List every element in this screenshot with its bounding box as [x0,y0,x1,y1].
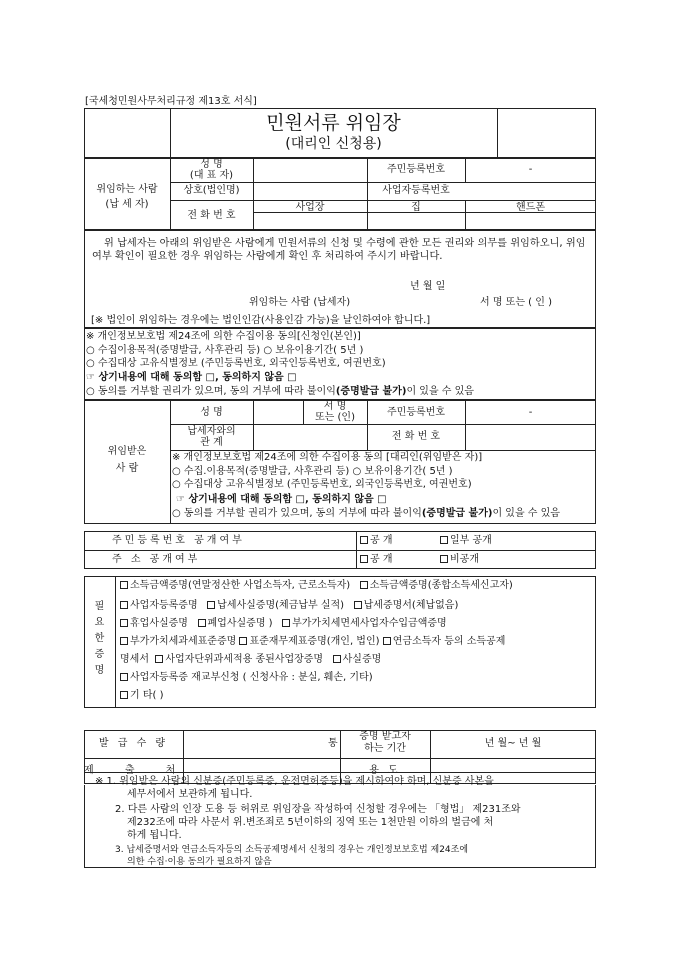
checkbox[interactable] [120,673,128,681]
date-line: 년 월 일 [410,281,446,292]
relation-label-sub: 관 계 [200,437,223,448]
addr-opt-private[interactable] [440,554,479,566]
certs-side-3: 한 [94,633,105,644]
usage-label-text: 용 도 [369,765,401,776]
checkbox[interactable] [155,655,163,663]
delegate-name-label: 성 명 [200,407,223,418]
consent-line1: ○ 수집이용목적(증명발급, 사후관리 등) ○ 보유이용기간( 5년 ) [86,345,364,356]
submit-label-text: 제 출 처 [84,765,190,776]
delegate-refuse-pre: ○ 동의를 거부할 권리가 있으며, 동의 거부에 따라 불이익 [172,508,422,519]
opt-text: 일부 공개 [450,535,492,546]
cert-item: 부가가치세과세표준증명 [130,636,237,647]
certs-side-2: 요 [94,617,105,628]
delegator-label-sub: (납 세 자) [105,199,149,210]
page-subtitle: (대리인 신청용) [285,136,382,152]
consent-agree[interactable]: ☞ 상기내용에 대해 동의함 □, 동의하지 않음 □ [86,372,297,383]
addr-disclosure-text: 주 소 공개여부 [112,554,201,565]
cert-row3 [120,618,447,630]
cert-item: 소득금액증명(종합소득세신고자) [369,580,513,591]
qty-label [84,738,183,750]
note-2c: 하게 됩니다. [127,830,182,841]
delegation-text: 위 납세자는 아래의 위임받은 사람에게 민원서류의 신청 및 수령에 관한 모든 권리와 의무를 위임하오니, 위임 여부 확인이 필요한 경우 위임하는 사람에게 확인 후 처리하여 주시기 바랍니다. [92,238,586,262]
addr-disclosure-label [112,554,200,566]
delegate-sign-label-sub: 또는 (인) [315,412,355,423]
consent-line2: ○ 수집대상 고유식별정보 (주민등록번호, 외국인등록번호, 여권번호) [86,358,386,369]
note-3b: 의한 수집·이용 동의가 필요하지 않음 [127,857,272,867]
checkbox[interactable] [383,637,391,645]
checkbox[interactable] [198,619,206,627]
sign-person-label: 위임하는 사람 (납세자) [249,297,351,308]
cert-row4 [120,636,505,648]
cert-item: 연금소득자 등의 소득공제 [392,636,506,647]
cert-item: 사업자등록증명 [130,600,198,611]
page-title: 민원서류 위임장 [266,112,401,134]
rrn-value[interactable]: - [528,164,533,175]
company-label: 상호(법인명) [183,185,240,196]
cert-item: 납세사실증명(체금납부 실적) [217,600,345,611]
note-2a: 2. 다른 사람의 인장 도용 등 허위로 위임장을 작성하여 신청할 경우에는 「형법」 제231조와 [115,804,521,815]
period-value[interactable]: 년 월~ 년 월 [484,738,542,749]
checkbox[interactable] [282,619,290,627]
cert-item: 사실증명 [342,654,382,665]
consent-refuse-bold: (증명발급 불가) [335,386,407,397]
delegate-consent-line2: ○ 수집대상 고유식별정보 (주민등록번호, 외국인등록번호, 여권번호) [172,479,472,490]
corp-note: [※ 법인이 위임하는 경우에는 법인인감(사용인감 가능)을 날인하여야 합니다.] [91,315,431,326]
checkbox[interactable] [120,637,128,645]
cert-row1 [120,580,513,592]
cert-row7 [120,690,163,702]
relation-label: 납세자와의 [187,426,236,437]
opt-text: 공 개 [370,554,393,565]
rep-label: (대 표 자) [189,170,234,181]
phone-col-work: 사업장 [295,202,325,213]
delegate-consent-line1: ○ 수집.이용목적(증명발급, 사후관리 등) ○ 보유이용기간( 5년 ) [172,466,453,477]
checkbox[interactable] [120,581,128,589]
checkbox[interactable] [360,555,368,563]
cert-item: 소득금액증명(연말정산한 사업소득자, 근로소득자) [130,580,351,591]
delegate-label-sub: 사 람 [115,463,139,474]
cert-row2 [120,600,458,612]
certs-side-5: 명 [94,665,105,676]
form-code: [국세청민원사무처리규정 제13호 서식] [85,96,257,107]
certs-side-1: 필 [94,601,105,612]
checkbox[interactable] [120,691,128,699]
cert-item: 기 타( ) [130,690,164,701]
note-3a: 3. 납세증명서와 연금소득자등의 소득공제명세서 신청의 경우는 개인정보보호법 제24조에 [115,845,469,855]
consent-refuse-pre: ○ 동의를 거부할 권리가 있으며, 동의 거부에 따라 불이익 [86,386,336,397]
phone-col-mobile: 핸드폰 [516,202,545,213]
rrn-opt-public[interactable] [360,535,393,547]
delegate-label: 위임받은 [107,446,147,457]
delegate-refuse-bold: (증명발급 불가) [421,508,493,519]
cert-item: 납세증명서(체납없음) [363,600,459,611]
addr-opt-public[interactable] [360,554,393,566]
cert-item: 사업자단위과세적용 종된사업장증명 [165,654,324,665]
consent-refuse-post: 이 있을 수 있음 [406,386,474,397]
checkbox[interactable] [207,601,215,609]
checkbox[interactable] [239,637,247,645]
name-label: 성 명 [200,159,223,170]
rrn-opt-partial[interactable] [440,535,492,547]
period-label: 증명 받고자 [359,731,411,742]
checkbox[interactable] [120,601,128,609]
certs-side-4: 증 [94,649,105,660]
delegate-refuse-post: 이 있을 수 있음 [492,508,560,519]
delegate-consent-refuse [172,508,560,520]
checkbox[interactable] [440,536,448,544]
delegate-sign-label: 서 명 [323,401,347,412]
delegate-rrn-label: 주민등록번호 [387,407,445,418]
cert-item: 부가가치세면세사업자수입금액증명 [292,618,447,629]
opt-text: 비공개 [450,554,479,565]
phone-label: 전 화 번 호 [187,210,236,221]
note-1a: ※ 1. 위임받은 사람의 신분증(주민등록증, 운전면허증등)을 제시하여야 하며, 신분증 사본을 [95,776,494,787]
qty-unit: 통 [328,738,338,749]
checkbox[interactable] [360,581,368,589]
opt-text: 공 개 [370,535,393,546]
qty-label-text: 발 급 수 량 [98,738,169,749]
cert-item: 폐업사실증명 ) [207,618,273,629]
cert-item: 표준재무제표증명(개인, 법인) [249,636,380,647]
period-label-sub: 하는 기간 [364,743,406,754]
checkbox[interactable] [120,619,128,627]
bizno-label: 사업자등록번호 [382,185,450,196]
consent-heading: ※ 개인정보보호법 제24조에 의한 수집이용 동의[신청인(본인)] [86,331,361,342]
sign-label[interactable]: 서 명 또는 ( 인 ) [480,297,552,308]
phone-col-home: 집 [411,202,421,213]
checkbox[interactable] [360,536,368,544]
checkbox[interactable] [440,555,448,563]
cert-row6 [120,672,373,684]
delegate-rrn-value[interactable]: - [528,407,533,418]
delegate-consent-agree[interactable]: ☞ 상기내용에 대해 동의함 □, 동의하지 않음 □ [176,494,387,505]
checkbox[interactable] [354,601,362,609]
checkbox[interactable] [333,655,341,663]
delegate-consent-heading: ※ 개인정보보호법 제24조에 의한 수집이용 동의 [대리인(위임받은 자)] [172,452,483,463]
rrn-disclosure-label [112,535,245,547]
rrn-label: 주민등록번호 [387,164,445,175]
delegator-label: 위임하는 사람 [96,184,158,195]
cert-item: 사업자등록증 재교부신청 ( 신청사유 : 분실, 훼손, 기타) [130,672,373,683]
rrn-disclosure-text: 주민등록번호 공개여부 [112,535,245,546]
consent-refuse [86,386,474,398]
note-2b: 제232조에 따라 사문서 위.변조죄로 5년이하의 징역 또는 1천만원 이하의 벌금에 처 [127,817,494,828]
delegate-phone-label: 전 화 번 호 [391,431,441,442]
cert-item-continued: 명세서 [120,654,149,665]
note-1b: 세무서에서 보관하게 됩니다. [127,789,253,800]
cert-row5 [120,654,381,666]
cert-item: 휴업사실증명 [130,618,188,629]
